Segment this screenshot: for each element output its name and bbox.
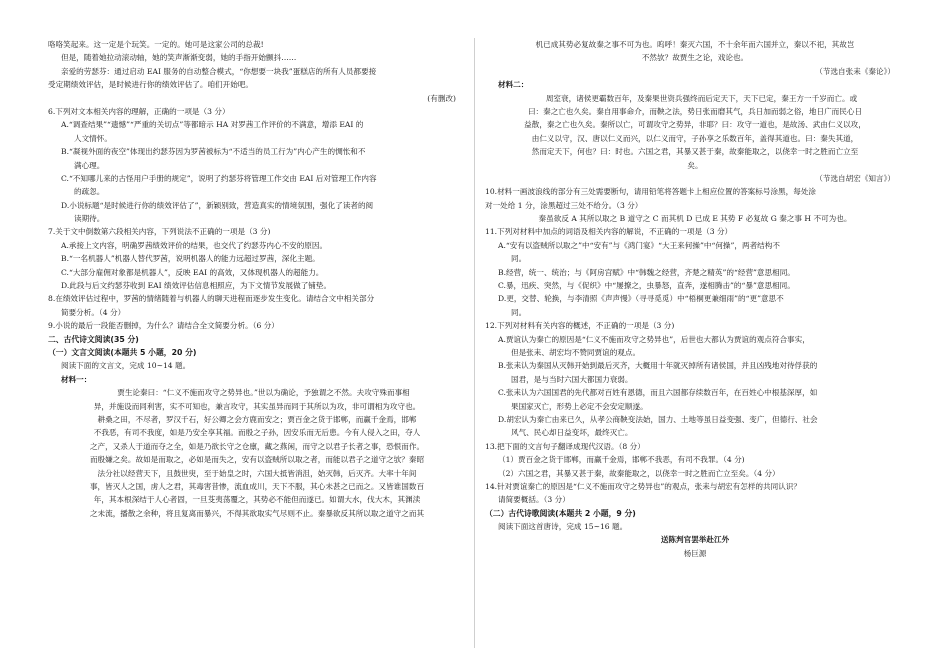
text-line: B.“凝视外面的夜空”体现出约瑟芬因为罗茜被标为“不适当的员工行为”内心产生的惆怅和不 (61, 147, 366, 157)
text-line: 满心理。 (74, 160, 105, 170)
text-line: 咯咯笑起来。这一定是个玩笑。一定的。她可是这家公司的总裁! (48, 40, 264, 49)
text-line: 年，其本根深结于人心者固，一旦芟夷荡覆之，其势必不能但而遂已。如谓大水，伐大木，其渊渎 (93, 495, 421, 505)
right-column (485, 38, 905, 560)
text-line: 但是，随着她拉动滚动轴，她的笑声渐渐变弱，她的手指开始颤抖…… (61, 53, 297, 63)
text-line: 同。 (511, 254, 527, 264)
text-line: 耕桑之田，不尽者，罗汉千石，好公卿之会方鹿而安之；贾百金之货于邯郸，而赢千金焉，邯郸 (97, 414, 417, 424)
text-line: B.“一名机器人”机器人替代罗茜，说明机器人的能力远超过罗茜，深化主题。 (61, 254, 320, 264)
text-line: 事，皆灭人之国，虏人之君，其毒害昔惨，流血成川，天下不服，其心未甚之已而之。又皆谁国数百 (89, 481, 425, 491)
text-line: B.张耒认为秦国从灭韩开始到最后灭齐，大概用十年就灭掉所有诸侯国，并且凶残地对待俘获的 (498, 361, 818, 371)
text-line: D.小说标题“是时候进行你的绩效评估了”，新颖别致，营造真实的情境氛围，强化了读者的阅 (61, 200, 374, 210)
text-line: 秦虽欲反 A 其所以取之 B 道守之 C 而其机 D 已成 E 其势 F 必复故 G 秦之事 H 不可为也。 (538, 214, 852, 224)
left-column (48, 38, 466, 520)
text-line: 由仁义以守，汉、唐以仁义而兴，以仁义而守，子孙享之乐数百年，盖得其道也。曰：秦失其道， (531, 133, 859, 143)
text-line: D.此段与后文约瑟芬收到 EAI 绩效评估信息相照应，为下文情节发展做了铺垫。 (61, 281, 332, 291)
text-line: （1）贾百金之货于邯郸，而赢千金焉，邯郸不我恶，有司不我罪。（4 分) (498, 455, 745, 465)
text-line: 异，并施设而同利害，实不可知也，兼言攻守，其实虽异而同于其所以为攻，非可谓相为攻守也。 (93, 401, 421, 411)
text-line: 但是张耒、胡宏均不赞同贾谊的观点。 (511, 347, 641, 357)
text-line: 果国家灭亡，形势上必定不会安定顺遂。 (511, 401, 648, 411)
text-line: 对一处给 1 分，涂黑超过三处不给分。（3 分） (485, 200, 643, 210)
text-line: (有删改) (427, 93, 456, 103)
text-line: A.承接上文内容，明确罗茜绩效评价的结果，也交代了约瑟芬内心不安的原因。 (61, 240, 328, 250)
text-line: 读期待。 (74, 214, 105, 224)
text-line: 阅读下面的文言文，完成 10~14 题。 (61, 361, 191, 371)
text-line: C.“不知哪儿来的古怪用户手册的规定”，说明了约瑟芬将管理工作交由 EAI 后对管理工作内容 (61, 173, 377, 183)
text-line: 国君，是与当时六国大都国力衰弱。 (511, 374, 633, 384)
text-line: D.更，交替、轮换，与李清照《声声慢》（寻寻觅觅）中“梧桐更兼细雨”的“更”意思不 (498, 294, 784, 304)
text-line: 风气、民心却日益变坏，最终灭亡。 (511, 428, 633, 438)
text-line: C.张耒认为六国国君的先代都对百姓有恩德，而且六国都存续数百年，在百姓心中根基深厚，如 (498, 388, 818, 398)
text-line: （2）六国之君，其暴又甚于秦，故秦能取之，以侥幸一时之胜而亡立至矣。（4 分） (498, 468, 780, 478)
text-line: 的疏忽。 (74, 187, 105, 197)
text-line: 之产，又杀人于道而夺之全，如是乃欲长守之仓廪，藏之燕闲，而守之以君子长者之事，恐恨而作。 (89, 441, 425, 451)
text-line: 10.材料一画波浪线的部分有三处需要断句，请用铅笔将答题卡上相应位置的答案标号涂黑，每处涂 (485, 187, 817, 197)
text-line: 贾生论秦曰：“仁义不施而攻守之势异也。”世以为确论，予独谓之不然。夫攻守殊而事相 (117, 388, 410, 398)
text-line: 杨巨源 (683, 548, 707, 558)
text-line: 周室衰，诸侯更霸数百年，及秦果世资兵强终而后定天下，天下已定，秦王方一千岁而亡。或 (545, 93, 858, 103)
text-line: 矣。 (687, 160, 703, 170)
text-line: （一）文言文阅读(本题共 5 小题，20 分) (48, 347, 197, 357)
text-line: 不然欤？故贾生之论，戏论也。 (641, 53, 749, 63)
text-line: 材料一： (61, 374, 92, 384)
text-line: 同。 (511, 307, 527, 317)
text-line: 二、古代诗文阅读(35 分) (48, 334, 139, 344)
text-line: 机已成其势必复故秦之事不可为也。呜呼！秦灭六国，不十余年而六国并立，秦以不祀，其故岂 (535, 40, 855, 49)
text-line: 6.下列对文本相关内容的理解，正确的一项是（3 分） (48, 106, 230, 116)
text-line: 9.小说的最后一段能否删掉，为什么？请结合全文简要分析。（6 分） (48, 321, 279, 331)
column-divider (474, 38, 475, 648)
text-line: 法分社以经营天下，且鼓世臾，至于始皇之时，六国大抵皆消沮，始灭韩，后灭齐。大率十年间 (97, 468, 417, 478)
text-line: 曰：秦之亡也久矣。秦自用事命介，而鞅之法，势日张而磨其气，兵日加而弱之俗，地日广而民心日 (527, 106, 863, 116)
text-line: 简要分析。（4 分） (61, 307, 126, 317)
text-line: （节选自胡宏《知言》） (815, 173, 895, 183)
text-line: （节选自张耒《秦论》） (815, 66, 895, 76)
text-line: 亲爱的劳瑟芬：通过启动 EAI 服务的自动整合模式，“你想要一块我”蛋糕店的所有人员都要接 (61, 66, 377, 76)
text-line: 11.下列对材料中加点的词语及相关内容的解说，不正确的一项是（3 分） (485, 227, 733, 237)
text-line: 人文情怀。 (74, 133, 112, 143)
text-line: 受定期绩效评估，是时候进行你的绩效评估了。咱们开始吧。 (48, 80, 254, 90)
text-line: A.“安有以盗贼所以取之”中“安有”与《鸿门宴》“大王来何操”中“何操”，两者结构不 (498, 240, 780, 250)
text-line: 请简要概括。（3 分） (498, 495, 570, 505)
text-line: B.经营，统一、统治；与《阿房宫赋》中“韩魏之经营，齐楚之精英”的“经营”意思相同。 (498, 267, 795, 277)
text-line: 送陈判官罢举赴江外 (660, 535, 730, 545)
text-line: A.“调查结果”“遗憾”“严重的关切点”等都暗示 HA 对罗茜工作评价的不满意，增添 EAI 的 (61, 120, 364, 130)
text-line: 而殷嫌之矣。故如是而取之，必如是而失之，安有以盗贼所以取之者，而能以君子之道守之欤？秦昭 (89, 455, 425, 465)
text-line: （二）古代诗歌阅读(本题共 2 小题，9 分) (485, 508, 636, 518)
text-line: 12.下列对材料有关内容的概述，不正确的一项是（3 分) (485, 321, 675, 331)
text-line: 13.把下面的文言句子翻译成现代汉语。（8 分） (485, 441, 645, 451)
text-line: C.暴，迅疾、突然，与《促织》中“屡撩之，虫暴怒，直奔，遂相腾击”的“暴”意思相同。 (498, 281, 795, 291)
text-line: 8.在绩效评估过程中，罗茜的情绪随着与机器人的聊天进程而逐步发生变化。请结合文中相关部分 (48, 294, 375, 304)
text-line: 阅读下面这首唐诗，完成 15~16 题。 (498, 522, 628, 532)
text-line: D.胡宏认为秦亡由来已久，从孝公商鞅变法始，国力、土地等虽日益变强、变广，但德行、社会 (498, 414, 818, 424)
text-line: C.“大部分雇佣对象都是机器人”，反映 EAI 的高效，又体现机器人的超能力。 (61, 267, 324, 277)
text-line: 之未流，播散之余种，将且复离而暴兴，不得其欲取实气尽则不止。秦暴欲反其所以取之道守之而其 (89, 508, 425, 518)
text-line: 不我恶，有司不我度，如是乃安全享其福。而殷之子孙，因安乐而无后患。今有人侵入之田，夺人 (93, 428, 421, 438)
text-line: 14.针对贾谊秦亡的原因是“仁义不施而攻守之势异也”的观点，张耒与胡宏有怎样的共同认识？ (485, 481, 801, 491)
text-line: 7.关于文中倒数第六段相关内容，下列说法不正确的一项是（3 分) (48, 227, 271, 237)
text-line: A.贾谊认为秦亡的原因是“仁义不施而攻守之势异也”，后世也大都认为贾谊的观点符合事实， (498, 334, 810, 344)
text-line: 益散，秦之亡也久矣。秦所以亡，可谓攻守之势异，非耶？曰：攻守一道也，是故汤、武由仁义以攻， (524, 120, 866, 130)
text-line: 然而定天下，何也？曰：时也。六国之君，其暴又甚于秦，故秦能取之，以侥幸一时之胜而亡立至 (531, 147, 859, 157)
text-line: 材料二： (498, 80, 529, 90)
